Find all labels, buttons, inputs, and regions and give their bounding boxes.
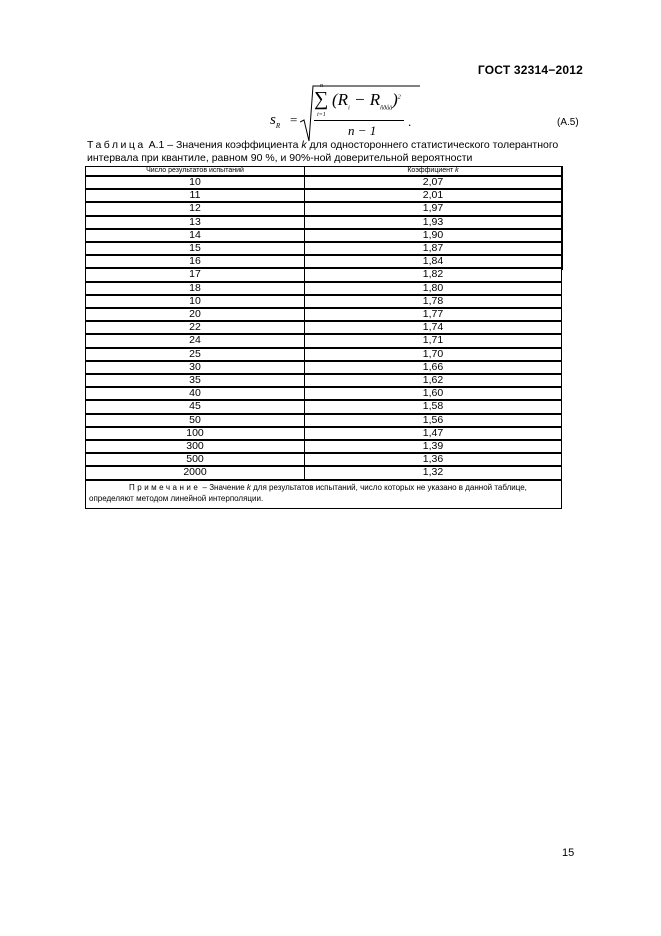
cell-coefficient: 1,62 [305, 374, 562, 387]
coefficient-table [85, 166, 562, 509]
cell-test-count: 22 [86, 321, 305, 334]
cell-coefficient: 1,82 [305, 268, 562, 281]
table-row [86, 255, 562, 268]
table-row [86, 189, 562, 202]
cell-coefficient: 1,39 [305, 440, 562, 453]
cell-coefficient: 1,36 [305, 453, 562, 466]
cell-coefficient: 1,70 [305, 348, 562, 361]
cell-coefficient: 1,74 [305, 321, 562, 334]
formula-period: . [408, 114, 412, 129]
table-row [86, 321, 562, 334]
table-row [86, 295, 562, 308]
cell-coefficient: 2,01 [305, 189, 562, 202]
sum-sign-icon: ∑ [314, 88, 329, 110]
header-coefficient: Коэффициент k [305, 167, 562, 177]
sum-lower-limit: i=1 [317, 112, 326, 118]
cell-test-count: 15 [86, 242, 305, 255]
table-row [86, 361, 562, 374]
cell-test-count: 11 [86, 189, 305, 202]
cell-coefficient: 1,47 [305, 427, 562, 440]
sum-upper-limit: n [320, 83, 323, 89]
table-row [86, 202, 562, 215]
table-header-row [86, 167, 562, 177]
cell-coefficient: 1,77 [305, 308, 562, 321]
cell-test-count: 13 [86, 216, 305, 229]
formula-a5 [270, 82, 430, 144]
cell-coefficient: 1,87 [305, 242, 562, 255]
formula-numerator: $(R_i - R_{ñðåä})^2$ [332, 90, 401, 112]
formula-denominator: n − 1 [348, 123, 377, 138]
cell-coefficient: 1,80 [305, 282, 562, 295]
cell-coefficient: 1,97 [305, 202, 562, 215]
formula-lhs: $s_R$ [270, 112, 281, 130]
table-row [86, 229, 562, 242]
table-row [86, 387, 562, 400]
cell-test-count: 35 [86, 374, 305, 387]
table-row [86, 440, 562, 453]
table-row [86, 334, 562, 347]
cell-test-count: 45 [86, 400, 305, 413]
cell-test-count: 50 [86, 414, 305, 427]
cell-coefficient: 2,07 [305, 176, 562, 189]
table-row [86, 427, 562, 440]
table-row [86, 282, 562, 295]
cell-coefficient: 1,78 [305, 295, 562, 308]
cell-test-count: 24 [86, 334, 305, 347]
cell-test-count: 300 [86, 440, 305, 453]
cell-test-count: 16 [86, 255, 305, 268]
table-row [86, 308, 562, 321]
table-row [86, 414, 562, 427]
cell-test-count: 100 [86, 427, 305, 440]
cell-coefficient: 1,58 [305, 400, 562, 413]
table-edge-line [562, 166, 563, 270]
cell-coefficient: 1,56 [305, 414, 562, 427]
table-row [86, 242, 562, 255]
cell-coefficient: 1,84 [305, 255, 562, 268]
cell-coefficient: 1,32 [305, 466, 562, 479]
cell-test-count: 10 [86, 295, 305, 308]
table-row [86, 453, 562, 466]
fraction-line [314, 120, 404, 121]
table-row [86, 374, 562, 387]
document-header: ГОСТ 32314−2012 [477, 63, 583, 77]
cell-test-count: 12 [86, 202, 305, 215]
table-row [86, 466, 562, 479]
table-row [86, 216, 562, 229]
table-caption: Таблица А.1 – Значения коэффициента k для одностороннего статистического толерантного интервала при квантиле, равном 90 %, и 90%-ной доверительной вероятности [87, 139, 559, 164]
cell-coefficient: 1,93 [305, 216, 562, 229]
cell-test-count: 40 [86, 387, 305, 400]
page-number: 15 [562, 847, 575, 859]
table-row [86, 348, 562, 361]
table-row [86, 400, 562, 413]
cell-test-count: 14 [86, 229, 305, 242]
table-row [86, 176, 562, 189]
cell-test-count: 17 [86, 268, 305, 281]
equation-number: (A.5) [557, 117, 579, 128]
cell-test-count: 18 [86, 282, 305, 295]
cell-coefficient: 1,66 [305, 361, 562, 374]
cell-test-count: 2000 [86, 466, 305, 479]
formula-equals: = [290, 112, 298, 127]
cell-coefficient: 1,71 [305, 334, 562, 347]
cell-test-count: 30 [86, 361, 305, 374]
cell-coefficient: 1,60 [305, 387, 562, 400]
cell-coefficient: 1,90 [305, 229, 562, 242]
cell-test-count: 20 [86, 308, 305, 321]
cell-test-count: 10 [86, 176, 305, 189]
table-note: Примечание – Значение k для результатов испытаний, число которых не указано в данной таблице, определяют методом линейной интерполяции. [85, 481, 562, 509]
cell-test-count: 25 [86, 348, 305, 361]
table-row [86, 268, 562, 281]
header-test-count: Число результатов испытаний [86, 167, 305, 177]
cell-test-count: 500 [86, 453, 305, 466]
